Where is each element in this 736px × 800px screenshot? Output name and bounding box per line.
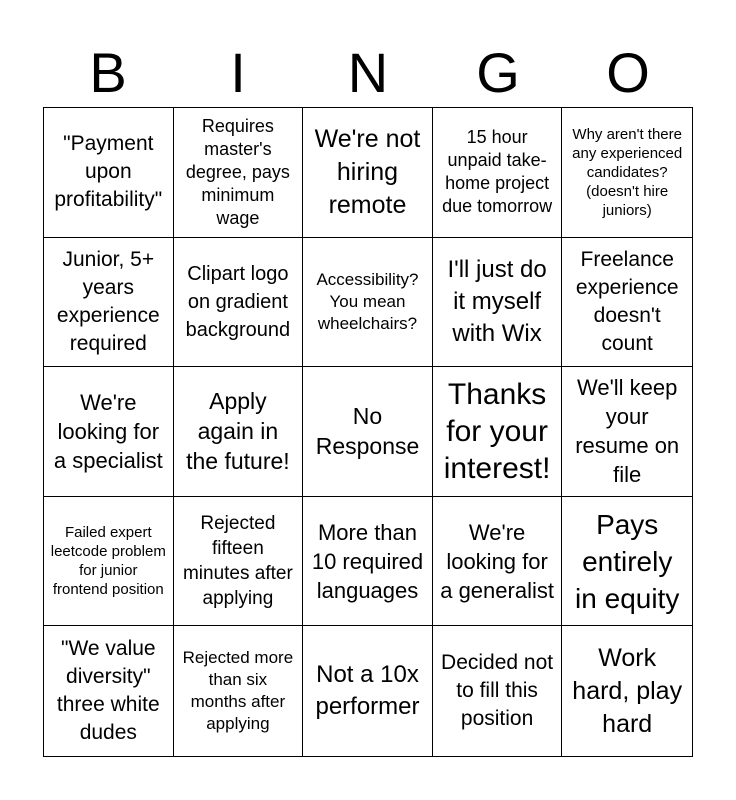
bingo-cell[interactable] — [174, 367, 304, 497]
bingo-cell[interactable] — [303, 238, 433, 368]
cell-text: No Response — [315, 403, 420, 460]
cell-text: Decided not to fill this position — [441, 651, 554, 731]
cell-text: Why aren't there any experienced candidates? (doesn't hire juniors) — [572, 125, 683, 219]
bingo-cell[interactable] — [44, 497, 174, 627]
header-letter-g: G — [476, 41, 520, 104]
cell-text: Rejected fifteen minutes after applying — [182, 513, 293, 610]
cell-text: More than 10 required languages — [311, 519, 424, 603]
header-letter-o: O — [606, 41, 650, 104]
bingo-cell[interactable] — [433, 238, 563, 368]
cell-text: "Payment upon profitability" — [54, 132, 163, 212]
bingo-cell[interactable] — [174, 108, 304, 238]
cell-text: I'll just do it myself with Wix — [447, 255, 547, 347]
bingo-cell[interactable] — [44, 626, 174, 756]
bingo-cell[interactable] — [303, 367, 433, 497]
cell-text: 15 hour unpaid take-home project due tomorrow — [442, 127, 553, 217]
cell-text: Failed expert leetcode problem for junior frontend position — [50, 524, 166, 599]
cell-text: We're looking for a generalist — [440, 519, 554, 603]
bingo-header — [43, 40, 693, 106]
bingo-cell[interactable] — [303, 497, 433, 627]
cell-text: Apply again in the future! — [186, 388, 290, 475]
bingo-cell[interactable] — [174, 626, 304, 756]
bingo-board — [43, 107, 693, 757]
bingo-cell[interactable] — [44, 108, 174, 238]
cell-text: Not a 10x performer — [315, 661, 420, 721]
cell-text: Freelance experience doesn't count — [575, 247, 679, 355]
bingo-cell[interactable] — [562, 238, 692, 368]
bingo-cell[interactable] — [562, 497, 692, 627]
bingo-cell[interactable] — [303, 626, 433, 756]
bingo-cell[interactable] — [433, 497, 563, 627]
bingo-cell[interactable] — [44, 238, 174, 368]
bingo-cell[interactable] — [433, 367, 563, 497]
cell-text: Work hard, play hard — [572, 643, 683, 738]
bingo-cell[interactable] — [303, 108, 433, 238]
header-letter-i: I — [230, 41, 246, 104]
bingo-cell[interactable] — [44, 367, 174, 497]
header-letter-b: B — [89, 41, 127, 104]
cell-text: We're not hiring remote — [314, 124, 421, 219]
bingo-cell[interactable] — [562, 367, 692, 497]
bingo-cell[interactable] — [562, 626, 692, 756]
cell-text: Requires master's degree, pays minimum wage — [185, 115, 290, 228]
cell-text: Accessibility? You mean wheelchairs? — [316, 269, 419, 333]
cell-text: Thanks for your interest! — [443, 377, 551, 485]
bingo-cell[interactable] — [433, 108, 563, 238]
bingo-cell[interactable] — [174, 238, 304, 368]
bingo-cell[interactable] — [562, 108, 692, 238]
cell-text: Pays entirely in equity — [575, 508, 680, 614]
cell-text: "We value diversity" three white dudes — [56, 637, 160, 745]
cell-text: Rejected more than six months after applying — [182, 648, 294, 734]
header-letter-n: N — [347, 41, 389, 104]
cell-text: We'll keep your resume on file — [575, 375, 680, 488]
cell-text: Clipart logo on gradient background — [185, 262, 291, 341]
cell-text: Junior, 5+ years experience required — [56, 247, 160, 355]
bingo-cell[interactable] — [174, 497, 304, 627]
bingo-cell[interactable] — [433, 626, 563, 756]
cell-text: We're looking for a specialist — [53, 389, 163, 473]
